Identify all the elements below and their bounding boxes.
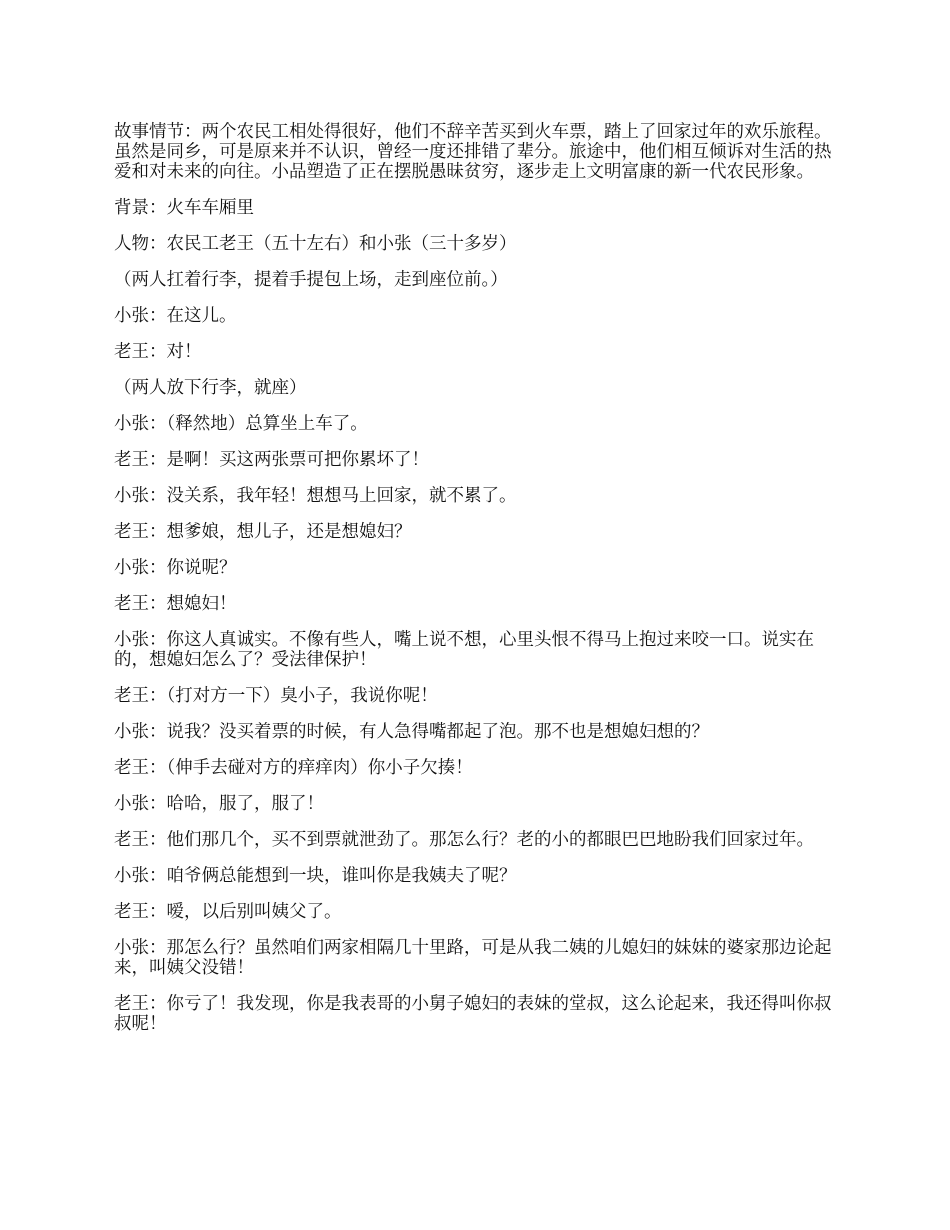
dialogue-line: 小张：你这人真诚实。不像有些人，嘴上说不想，心里头恨不得马上抱过来咬一口。说实在的，想媳妇怎么了？受法律保护！ [114, 630, 814, 670]
document-body [114, 122, 841, 1050]
dialogue-line: 老王：想爹娘，想儿子，还是想媳妇？ [114, 522, 412, 542]
dialogue-line: 老王：想媳妇！ [114, 594, 237, 614]
dialogue-line: 老王：你亏了！我发现，你是我表哥的小舅子媳妇的表妹的堂叔，这么论起来，我还得叫你叔叔呢！ [114, 994, 832, 1034]
dialogue-line: 老王：（打对方一下）臭小子，我说你呢！ [114, 686, 438, 706]
characters-line: 人物：农民工老王（五十左右）和小张（三十多岁） [114, 234, 517, 254]
stage-direction: （两人扛着行李，提着手提包上场，走到座位前。） [114, 270, 508, 290]
dialogue-line: 老王：他们那几个，买不到票就泄劲了。那怎么行？老的小的都眼巴巴地盼我们回家过年。 [114, 830, 814, 850]
dialogue-line: 老王：对！ [114, 342, 202, 362]
setting-line: 背景：火车车厢里 [114, 198, 254, 218]
dialogue-line: 老王：嗳，以后别叫姨父了。 [114, 902, 342, 922]
dialogue-line: 小张：你说呢？ [114, 558, 237, 578]
dialogue-line: 老王：是啊！买这两张票可把你累坏了！ [114, 450, 429, 470]
dialogue-line: 小张：在这儿。 [114, 306, 237, 326]
dialogue-line: 小张：（释然地）总算坐上车了。 [114, 414, 368, 434]
dialogue-line: 小张：哈哈，服了，服了！ [114, 794, 324, 814]
story-summary-paragraph: 故事情节：两个农民工相处得很好，他们不辞辛苦买到火车票，踏上了回家过年的欢乐旅程。虽然是同乡，可是原来并不认识，曾经一度还排错了辈分。旅途中，他们相互倾诉对生活的热爱和对未来的向往。小品塑造了正在摆脱愚昧贫穷，逐步走上文明富康的新一代农民形象。 [114, 122, 832, 182]
dialogue-line: 老王：（伸手去碰对方的痒痒肉）你小子欠揍！ [114, 758, 473, 778]
dialogue-line: 小张：那怎么行？虽然咱们两家相隔几十里路，可是从我二姨的儿媳妇的妹妹的婆家那边论起来，叫姨父没错！ [114, 938, 832, 978]
stage-direction: （两人放下行李，就座） [114, 378, 307, 398]
dialogue-line: 小张：没关系，我年轻！想想马上回家，就不累了。 [114, 486, 517, 506]
dialogue-line: 小张：咱爷俩总能想到一块，谁叫你是我姨夫了呢？ [114, 866, 517, 886]
dialogue-line: 小张：说我？没买着票的时候，有人急得嘴都起了泡。那不也是想媳妇想的？ [114, 722, 709, 742]
